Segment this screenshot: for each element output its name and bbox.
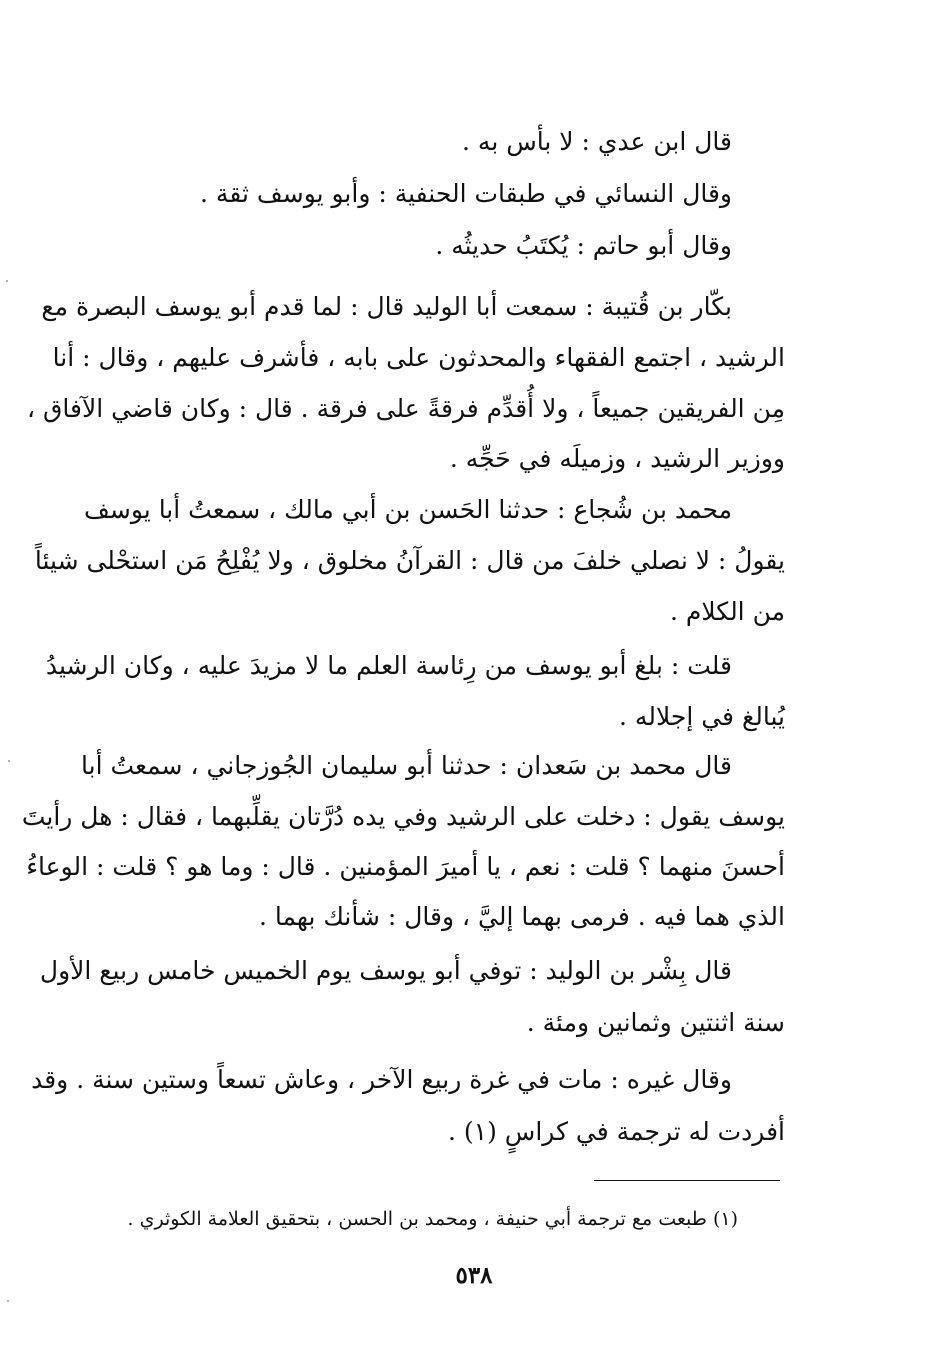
- text-line-3: وقال أبو حاتم : يُكتَبُ حديثُه .: [435, 231, 732, 260]
- text-line-9: يقولُ : لا نصلي خلفَ من قال : القرآنُ مخلوق ، ولا يُفْلِحُ مَن استحْلى شيئاً: [34, 546, 785, 575]
- scan-speck: [7, 1300, 9, 1302]
- text-line-11: قلت : بلغ أبو يوسف من رِئاسة العلم ما لا مزيدَ عليه ، وكان الرشيدُ: [45, 651, 732, 680]
- scan-speck: [6, 280, 8, 282]
- text-line-12: يُبالغ في إجلاله .: [619, 702, 785, 731]
- text-line-20: أفردت له ترجمة في كراسٍ (١) .: [448, 1117, 785, 1146]
- footnote-divider: [594, 1180, 780, 1181]
- text-line-15: أحسنَ منهما ؟ قلت : نعم ، يا أميرَ المؤمنين . قال : وما هو ؟ قلت : الوعاءُ: [26, 852, 785, 881]
- page-number: ٥٣٨: [455, 1262, 493, 1289]
- text-line-8: محمد بن شُجاع : حدثنا الحَسن بن أبي مالك ، سمعتُ أبا يوسف: [84, 495, 732, 524]
- scan-speck: [8, 760, 10, 762]
- text-line-19: وقال غيره : مات في غرة ربيع الآخر ، وعاش تسعاً وستين سنة . وقد: [31, 1065, 732, 1094]
- text-line-10: من الكلام .: [669, 597, 785, 626]
- text-line-6: مِن الفريقين جميعاً ، ولا أُقدِّم فرقةً على فرقة . قال : وكان قاضي الآفاق ،: [27, 394, 785, 423]
- footnote: (١) طبعت مع ترجمة أبي حنيفة ، ومحمد بن الحسن ، بتحقيق العلامة الكوثري .: [127, 1208, 738, 1230]
- text-line-14: يوسف يقول : دخلت على الرشيد وفي يده دُرَّتان يقلِّبهما ، فقال : هل رأيتَ: [21, 802, 785, 831]
- text-line-1: قال ابن عدي : لا بأس به .: [462, 127, 732, 156]
- text-line-2: وقال النسائي في طبقات الحنفية : وأبو يوسف ثقة .: [200, 179, 732, 208]
- text-line-5: الرشيد ، اجتمع الفقهاء والمحدثون على بابه ، فأشرف عليهم ، وقال : أنا: [52, 343, 785, 372]
- text-line-17: قال بِشْر بن الوليد : توفي أبو يوسف يوم الخميس خامس ربيع الأول: [39, 956, 732, 985]
- text-line-4: بكّار بن قُتيبة : سمعت أبا الوليد قال : لما قدم أبو يوسف البصرة مع: [41, 292, 732, 321]
- text-line-13: قال محمد بن سَعدان : حدثنا أبو سليمان الجُوزجاني ، سمعتُ أبا: [81, 751, 732, 780]
- text-line-16: الذي هما فيه . فرمى بهما إليَّ ، وقال : شأنك بهما .: [258, 902, 785, 931]
- text-line-18: سنة اثنتين وثمانين ومئة .: [526, 1008, 785, 1037]
- text-line-7: ووزير الرشيد ، وزميلَه في حَجِّه .: [449, 444, 785, 473]
